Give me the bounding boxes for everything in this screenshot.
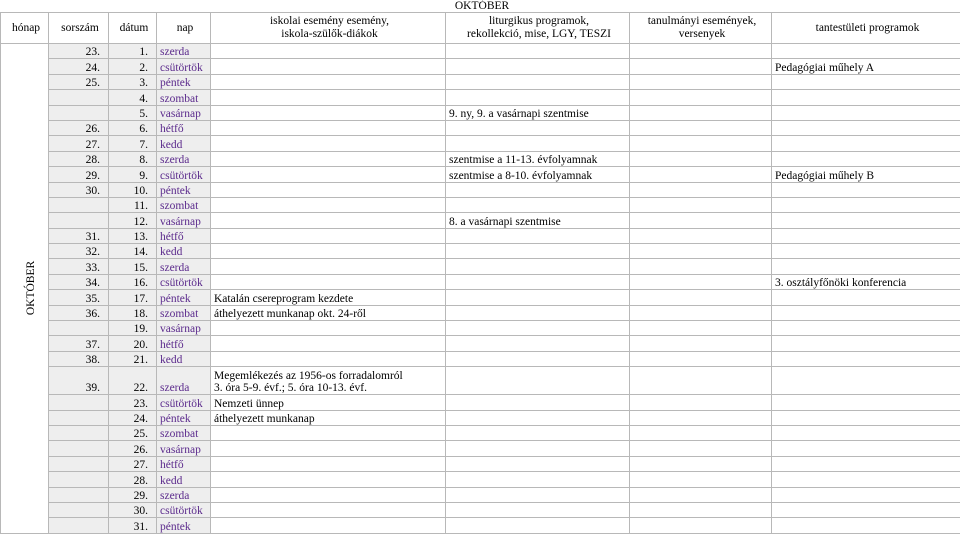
date-cell: 16. [109,274,157,289]
table-body [1,44,960,534]
study-event-cell [630,90,772,105]
liturgy-cell [446,197,630,212]
day-cell: kedd [157,351,211,366]
day-cell: vasárnap [157,441,211,456]
liturgy-cell [446,74,630,89]
study-event-cell [630,502,772,517]
study-event-cell [630,395,772,410]
serial-cell [49,90,109,105]
serial-cell [49,456,109,471]
table-row [1,518,960,533]
date-cell: 14. [109,244,157,259]
serial-cell: 32. [49,244,109,259]
school-event-cell [211,336,446,351]
staff-program-cell [772,518,960,533]
serial-cell: 24. [49,59,109,74]
table-row [1,425,960,440]
school-event-cell [211,120,446,135]
table-row [1,105,960,120]
header-school [211,13,446,44]
study-event-cell [630,74,772,89]
liturgy-cell [446,487,630,502]
staff-program-cell [772,182,960,197]
liturgy-cell [446,59,630,74]
day-cell: szombat [157,197,211,212]
date-cell: 17. [109,290,157,305]
serial-cell: 30. [49,182,109,197]
school-event-cell: Katalán csereprogram kezdete [211,290,446,305]
month-cell [1,44,49,534]
school-event-cell [211,472,446,487]
date-cell: 4. [109,90,157,105]
serial-cell: 34. [49,274,109,289]
staff-program-cell [772,487,960,502]
staff-program-cell [772,290,960,305]
table-row [1,305,960,320]
study-event-cell [630,441,772,456]
table-row [1,228,960,243]
liturgy-cell [446,336,630,351]
table-row [1,44,960,59]
liturgy-cell: szentmise a 8-10. évfolyamnak [446,167,630,182]
liturgy-cell [446,425,630,440]
liturgy-cell: 8. a vasárnapi szentmise [446,213,630,228]
school-event-cell [211,59,446,74]
school-event-cell [211,502,446,517]
school-event-cell [211,244,446,259]
date-cell: 6. [109,120,157,135]
date-cell: 1. [109,44,157,59]
school-event-cell [211,367,446,395]
header-day: nap [157,13,211,44]
school-event-cell: Nemzeti ünnep [211,395,446,410]
day-cell: péntek [157,182,211,197]
liturgy-cell [446,274,630,289]
liturgy-cell [446,502,630,517]
study-event-cell [630,274,772,289]
school-event-cell [211,487,446,502]
day-cell: hétfő [157,456,211,471]
header-staff: tantestületi programok [772,13,960,44]
study-event-cell [630,456,772,471]
liturgy-cell [446,305,630,320]
liturgy-cell [446,244,630,259]
staff-program-cell [772,456,960,471]
header-liturgy-line2: rekollekció, mise, LGY, TESZI [467,28,611,40]
table-row [1,59,960,74]
date-cell: 25. [109,425,157,440]
study-event-cell [630,59,772,74]
day-cell: hétfő [157,120,211,135]
serial-cell: 31. [49,228,109,243]
liturgy-cell [446,321,630,336]
school-event-cell [211,197,446,212]
table-row [1,290,960,305]
date-cell: 15. [109,259,157,274]
date-cell: 7. [109,136,157,151]
staff-program-cell: 3. osztályfőnöki konferencia [772,274,960,289]
header-study-line2: versenyek [679,28,726,40]
school-event-cell [211,321,446,336]
serial-cell: 36. [49,305,109,320]
date-cell: 18. [109,305,157,320]
date-cell: 26. [109,441,157,456]
liturgy-cell [446,351,630,366]
school-event-cell: áthelyezett munkanap okt. 24-ről [211,305,446,320]
day-cell: csütörtök [157,502,211,517]
table-row [1,120,960,135]
liturgy-cell [446,441,630,456]
table-row [1,410,960,425]
header-liturgy-line1: liturgikus programok, [489,15,589,27]
date-cell: 2. [109,59,157,74]
date-cell: 12. [109,213,157,228]
date-cell: 29. [109,487,157,502]
school-event-line: 3. óra 5-9. évf.; 5. óra 10-13. évf. [214,382,445,394]
school-event-cell [211,441,446,456]
serial-cell [49,105,109,120]
table-row [1,167,960,182]
date-cell: 24. [109,410,157,425]
table-row [1,274,960,289]
school-event-cell [211,274,446,289]
school-event-cell [211,259,446,274]
table-row [1,472,960,487]
staff-program-cell [772,151,960,166]
study-event-cell [630,182,772,197]
liturgy-cell [446,518,630,533]
school-event-cell: áthelyezett munkanap [211,410,446,425]
staff-program-cell [772,441,960,456]
table-row [1,367,960,395]
serial-cell [49,502,109,517]
study-event-cell [630,244,772,259]
day-cell: péntek [157,74,211,89]
table-row [1,151,960,166]
table-row [1,213,960,228]
header-study-line1: tanulmányi események, [648,15,757,27]
serial-cell: 37. [49,336,109,351]
table-row [1,395,960,410]
header-liturgy [446,13,630,44]
date-cell: 10. [109,182,157,197]
staff-program-cell [772,44,960,59]
table-row [1,244,960,259]
serial-cell: 33. [49,259,109,274]
day-cell: szombat [157,305,211,320]
study-event-cell [630,305,772,320]
staff-program-cell [772,395,960,410]
study-event-cell [630,410,772,425]
study-event-cell [630,518,772,533]
staff-program-cell: Pedagógiai műhely B [772,167,960,182]
date-cell: 19. [109,321,157,336]
school-event-cell [211,351,446,366]
staff-program-cell [772,90,960,105]
day-cell: csütörtök [157,395,211,410]
staff-program-cell [772,472,960,487]
day-cell: szombat [157,90,211,105]
serial-cell: 25. [49,74,109,89]
header-serial: sorszám [49,13,109,44]
table-row [1,487,960,502]
study-event-cell [630,321,772,336]
date-cell: 21. [109,351,157,366]
staff-program-cell [772,336,960,351]
serial-cell [49,321,109,336]
serial-cell [49,213,109,228]
date-cell: 30. [109,502,157,517]
study-event-cell [630,425,772,440]
liturgy-cell [446,456,630,471]
study-event-cell [630,487,772,502]
staff-program-cell [772,259,960,274]
staff-program-cell [772,120,960,135]
school-event-cell [211,151,446,166]
serial-cell [49,441,109,456]
day-cell: vasárnap [157,321,211,336]
day-cell: kedd [157,136,211,151]
liturgy-cell [446,410,630,425]
staff-program-cell [772,305,960,320]
school-event-cell [211,167,446,182]
liturgy-cell [446,395,630,410]
day-cell: vasárnap [157,105,211,120]
staff-program-cell [772,213,960,228]
liturgy-cell [446,182,630,197]
day-cell: hétfő [157,336,211,351]
serial-cell: 27. [49,136,109,151]
staff-program-cell [772,502,960,517]
date-cell: 11. [109,197,157,212]
study-event-cell [630,351,772,366]
study-event-cell [630,290,772,305]
liturgy-cell [446,44,630,59]
header-school-line2: iskola-szülők-diákok [281,28,377,40]
staff-program-cell [772,367,960,395]
staff-program-cell [772,197,960,212]
study-event-cell [630,213,772,228]
school-event-cell [211,74,446,89]
serial-cell: 38. [49,351,109,366]
school-event-cell [211,90,446,105]
day-cell: hétfő [157,228,211,243]
day-cell: csütörtök [157,59,211,74]
school-event-cell [211,182,446,197]
study-event-cell [630,367,772,395]
table-row [1,182,960,197]
day-cell: szerda [157,487,211,502]
staff-program-cell [772,244,960,259]
staff-program-cell [772,74,960,89]
liturgy-cell: szentmise a 11-13. évfolyamnak [446,151,630,166]
table-row [1,259,960,274]
serial-cell: 28. [49,151,109,166]
date-cell: 3. [109,74,157,89]
liturgy-cell [446,228,630,243]
study-event-cell [630,228,772,243]
study-event-cell [630,44,772,59]
school-event-cell [211,105,446,120]
date-cell: 31. [109,518,157,533]
date-cell: 13. [109,228,157,243]
school-event-cell [211,228,446,243]
liturgy-cell [446,472,630,487]
day-cell: péntek [157,290,211,305]
table-row [1,197,960,212]
day-cell: kedd [157,244,211,259]
day-cell: szombat [157,425,211,440]
day-cell: szerda [157,367,211,395]
date-cell: 28. [109,472,157,487]
school-event-cell [211,456,446,471]
school-event-line: Megemlékezés az 1956-os forradalomról [214,370,445,382]
table-row [1,321,960,336]
staff-program-cell: Pedagógiai műhely A [772,59,960,74]
staff-program-cell [772,410,960,425]
staff-program-cell [772,425,960,440]
serial-cell: 39. [49,367,109,395]
study-event-cell [630,151,772,166]
month-label: OKTÓBER [25,261,37,315]
table-row [1,74,960,89]
day-cell: péntek [157,518,211,533]
day-cell: szerda [157,44,211,59]
school-event-cell [211,44,446,59]
school-event-cell [211,518,446,533]
study-event-cell [630,259,772,274]
school-event-cell [211,213,446,228]
serial-cell [49,197,109,212]
staff-program-cell [772,321,960,336]
serial-cell [49,487,109,502]
date-cell: 22. [109,367,157,395]
header-school-line1: iskolai esemény esemény, [270,15,389,27]
school-event-cell [211,425,446,440]
header-date: dátum [109,13,157,44]
serial-cell [49,425,109,440]
serial-cell: 23. [49,44,109,59]
day-cell: csütörtök [157,274,211,289]
table-row [1,336,960,351]
date-cell: 5. [109,105,157,120]
liturgy-cell [446,120,630,135]
header-month: hónap [1,13,49,44]
liturgy-cell [446,259,630,274]
table-row [1,136,960,151]
liturgy-cell [446,136,630,151]
table-row [1,456,960,471]
day-cell: kedd [157,472,211,487]
study-event-cell [630,167,772,182]
table-row [1,441,960,456]
serial-cell [49,518,109,533]
liturgy-cell [446,367,630,395]
staff-program-cell [772,228,960,243]
serial-cell: 26. [49,120,109,135]
staff-program-cell [772,136,960,151]
day-cell: csütörtök [157,167,211,182]
study-event-cell [630,197,772,212]
liturgy-cell [446,290,630,305]
date-cell: 27. [109,456,157,471]
serial-cell: 35. [49,290,109,305]
day-cell: péntek [157,410,211,425]
staff-program-cell [772,351,960,366]
date-cell: 23. [109,395,157,410]
date-cell: 9. [109,167,157,182]
page-title: OKTÓBER [1,0,960,13]
table-row [1,502,960,517]
day-cell: szerda [157,151,211,166]
study-event-cell [630,336,772,351]
staff-program-cell [772,105,960,120]
study-event-cell [630,105,772,120]
serial-cell [49,410,109,425]
day-cell: vasárnap [157,213,211,228]
header-study [630,13,772,44]
study-event-cell [630,120,772,135]
table-row [1,90,960,105]
serial-cell [49,395,109,410]
serial-cell [49,472,109,487]
liturgy-cell [446,90,630,105]
school-event-cell [211,136,446,151]
serial-cell: 29. [49,167,109,182]
study-event-cell [630,136,772,151]
day-cell: szerda [157,259,211,274]
date-cell: 20. [109,336,157,351]
date-cell: 8. [109,151,157,166]
table-row [1,351,960,366]
study-event-cell [630,472,772,487]
liturgy-cell: 9. ny, 9. a vasárnapi szentmise [446,105,630,120]
